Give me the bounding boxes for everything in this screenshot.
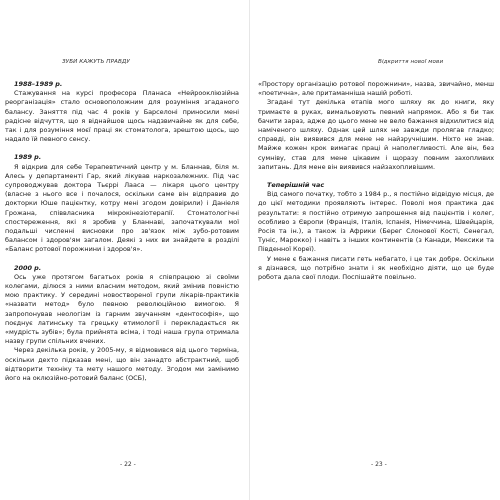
section-heading-2000: 2000 р. [14, 263, 42, 272]
paragraph: Ось уже протягом багатьох років я співпрацюю зі своїми колегами, ділюся з ними власним методом, який змінив повністю мою практику. У середині новоствореної групи лікарів-практиків «назвати метод» було певною революційною вимогою. Я запропонував неологізм із гарним звучанням «дентософія», що поєднує латинську та грецьку етимології і перекладається як «мудрість зубів»; була прийнята всіма, і тоді наша група отримала назву групи спільних вчених. [5, 272, 239, 346]
right-running-head: Відкриття нової мови [378, 59, 444, 65]
left-page-number: - 22 - [120, 461, 136, 468]
paragraph: Через декілька років, у 2005-му, я відмовився від цього терміна, оскільки дехто підказав мені, що він занадто абстрактний, щоб відтворити техніку та мету нашого методу. Згодом ми замінимо його на оклюзійно-ротовий баланс (ОСБ), [5, 346, 239, 383]
section-heading-present: Теперішній час [267, 181, 325, 190]
paragraph: Згадані тут декілька етапів мого шляху як до книги, яку тримаєте в руках, вимальовують певний напрямок. Або я би так бачити зараз, адже до цього мене не вело бажання відхилитися від наміченого шляху. Однак цей шлях не завжди пролягав гладко; справді, він виявився для мене не найзручнішим. Ніхто не знав. Майже кожен крок вимагає праці й наполегливості. Але він, без сумніву, став для мене цікавим і щоразу повним захопливих запитань. Для мене він виявився найзахопливішим. [258, 98, 494, 171]
paragraph: «Простору організацію ротової порожнини», назва, звичайно, менш «поетична», але притаманніша нашій роботі. [258, 80, 494, 98]
right-body-text [258, 80, 494, 282]
section-heading-1988: 1988–1989 р. [14, 80, 63, 88]
paragraph: Від самого початку, тобто з 1984 р., я постійно відвідую місця, де до цієї методики проявляють інтерес. Поволі моя практика дає результати: я постійно отримую запрошення від пацієнтів і колег, особливо з Європи (Франція, Італія, Іспанія, Німеччина, Швейцарія, Росія та ін.), а також із Африки (Берег Слонової Кості, Сенегал, Туніс, Марокко) і навіть з інших континентів (з Канади, Мексики та Південної Кореї). [258, 190, 494, 254]
paragraph: У мене є бажання писати геть небагато, і це так добре. Оскільки я дізнався, що потрібно знати і як необхідно діяти, що це буде робота дала свої плоди. Поспішайте повільно. [258, 254, 494, 282]
left-body-text [5, 80, 239, 383]
left-running-head: ЗУБИ КАЖУТЬ ПРАВДУ [62, 59, 130, 65]
section-heading-1989: 1989 р. [14, 153, 42, 162]
paragraph: Стажування на курсі професора Планаса «Нейроокліюзійна реорганізація» стало основоположним для розуміння згаданого балансу. Заняття під час 4 років у Барселоні приносили мені радісне відчуття, що я віднайшов щось надзвичайне як для себе, так і для розуміння моєї праці як стоматолога, зрештою щось, що надало їй певного сенсу. [5, 89, 239, 144]
right-page-number: - 23 - [371, 461, 387, 468]
paragraph: Я відкрив для себе Терапевтичний центр у м. Бланнав, біля м. Алесь у департаменті Гар, який лікував наркозалежних. Під час супроводжував доктора Тьєррі Лааса — лікаря цього центру (власне з нього все і почалося, оскільки саме він відправив до докторки Юше пацієнтку, котру мені згодом довірили) і Даніеля Грожана, співвласника мікрокінезіотерапії. Стоматологічні спостереження, які я зробив у Бланнаві, започаткували мої подальші численні висновки про зв'язок між зубо-ротовим балансом і здоров'ям загалом. Деякі з них ви знайдете в розділі «Баланс ротової порожнини і здоров'я». [5, 162, 239, 254]
